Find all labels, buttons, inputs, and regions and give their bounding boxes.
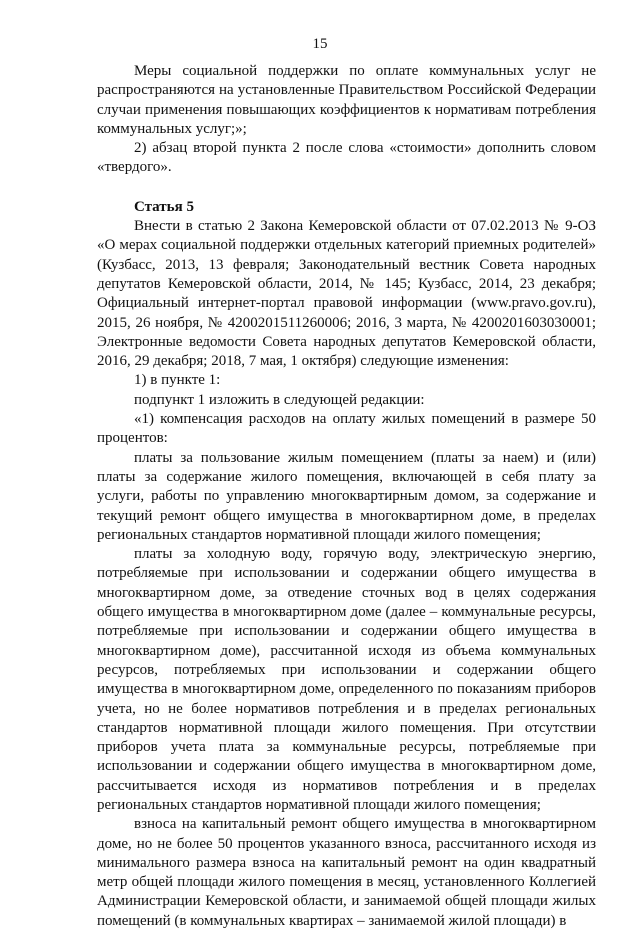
page-number: 15 <box>312 36 328 52</box>
paragraph: Меры социальной поддержки по оплате коммунальных услуг не распространяются на установленные Правительством Российской Федерации случаи применения повышающих коэффициентов к нормативам потребления коммунальных услуг;»; <box>97 63 596 137</box>
paragraph: 2) абзац второй пункта 2 после слова «стоимости» дополнить словом «твердого». <box>97 140 596 176</box>
article-paragraph: подпункт 1 изложить в следующей редакции: <box>134 391 425 408</box>
article-paragraph: 1) в пункте 1: <box>134 372 221 389</box>
article-paragraph: «1) компенсация расходов на оплату жилых помещений в размере 50 процентов: <box>97 411 596 447</box>
article-paragraph: платы за пользование жилым помещением (платы за наем) и (или) платы за содержание жилого помещения, включающей в себя плату за услуги, работы по управлению многоквартирным домом, за содержание и текущий ремонт общего имущества в многоквартирном доме, в пределах региональных стандартов нормативной площади жилого помещения; <box>97 449 596 543</box>
article-paragraph: платы за холодную воду, горячую воду, электрическую энергию, потребляемые при использовании и содержании общего имущества в многоквартирном доме, за отведение сточных вод в целях содержания общего имущества в многоквартирном доме (далее – коммунальные ресурсы, потребляемые при использовании и содержании общего имущества в многоквартирном доме), рассчитанной исходя из объема коммунальных ресурсов, потребляемых при использовании и содержании общего имущества в многоквартирном доме, определенного по показаниям приборов учета, но не более нормативов потребления и в пределах региональных стандартов нормативной площади жилого помещения. При отсутствии приборов учета плата за коммунальные ресурсы, потребляемые при использовании и содержании общего имущества в многоквартирном доме, рассчитывается исходя из нормативов потребления и в пределах региональных стандартов нормативной площади жилого помещения; <box>97 546 596 813</box>
article-heading: Статья 5 <box>134 198 194 215</box>
document-body <box>97 62 596 931</box>
article-paragraph: Внести в статью 2 Закона Кемеровской области от 07.02.2013 № 9-ОЗ «О мерах социальной поддержки отдельных категорий приемных родителей» (Кузбасс, 2013, 13 февраля; Законодательный вестник Совета народных депутатов Кемеровской области, 2014, № 145; Кузбасс, 2014, 23 декабря; Официальный интернет-портал правовой информации (www.pravo.gov.ru), 2015, 26 ноября, № 4200201511260006; 2016, 3 марта, № 4200201603030001; Электронные ведомости Совета народных депутатов Кемеровской области, 2016, 29 декабря; 2018, 7 мая, 1 октября) следующие изменения: <box>97 218 596 370</box>
article-paragraph: взноса на капитальный ремонт общего имущества в многоквартирном доме, но не более 50 процентов указанного взноса, рассчитанного исходя из минимального размера взноса на капитальный ремонт на один квадратный метр общей площади жилого помещения в месяц, установленного Коллегией Администрации Кемеровской области, и занимаемой общей площади жилых помещений (в коммунальных квартирах – занимаемой жилой площади) в <box>97 816 596 929</box>
